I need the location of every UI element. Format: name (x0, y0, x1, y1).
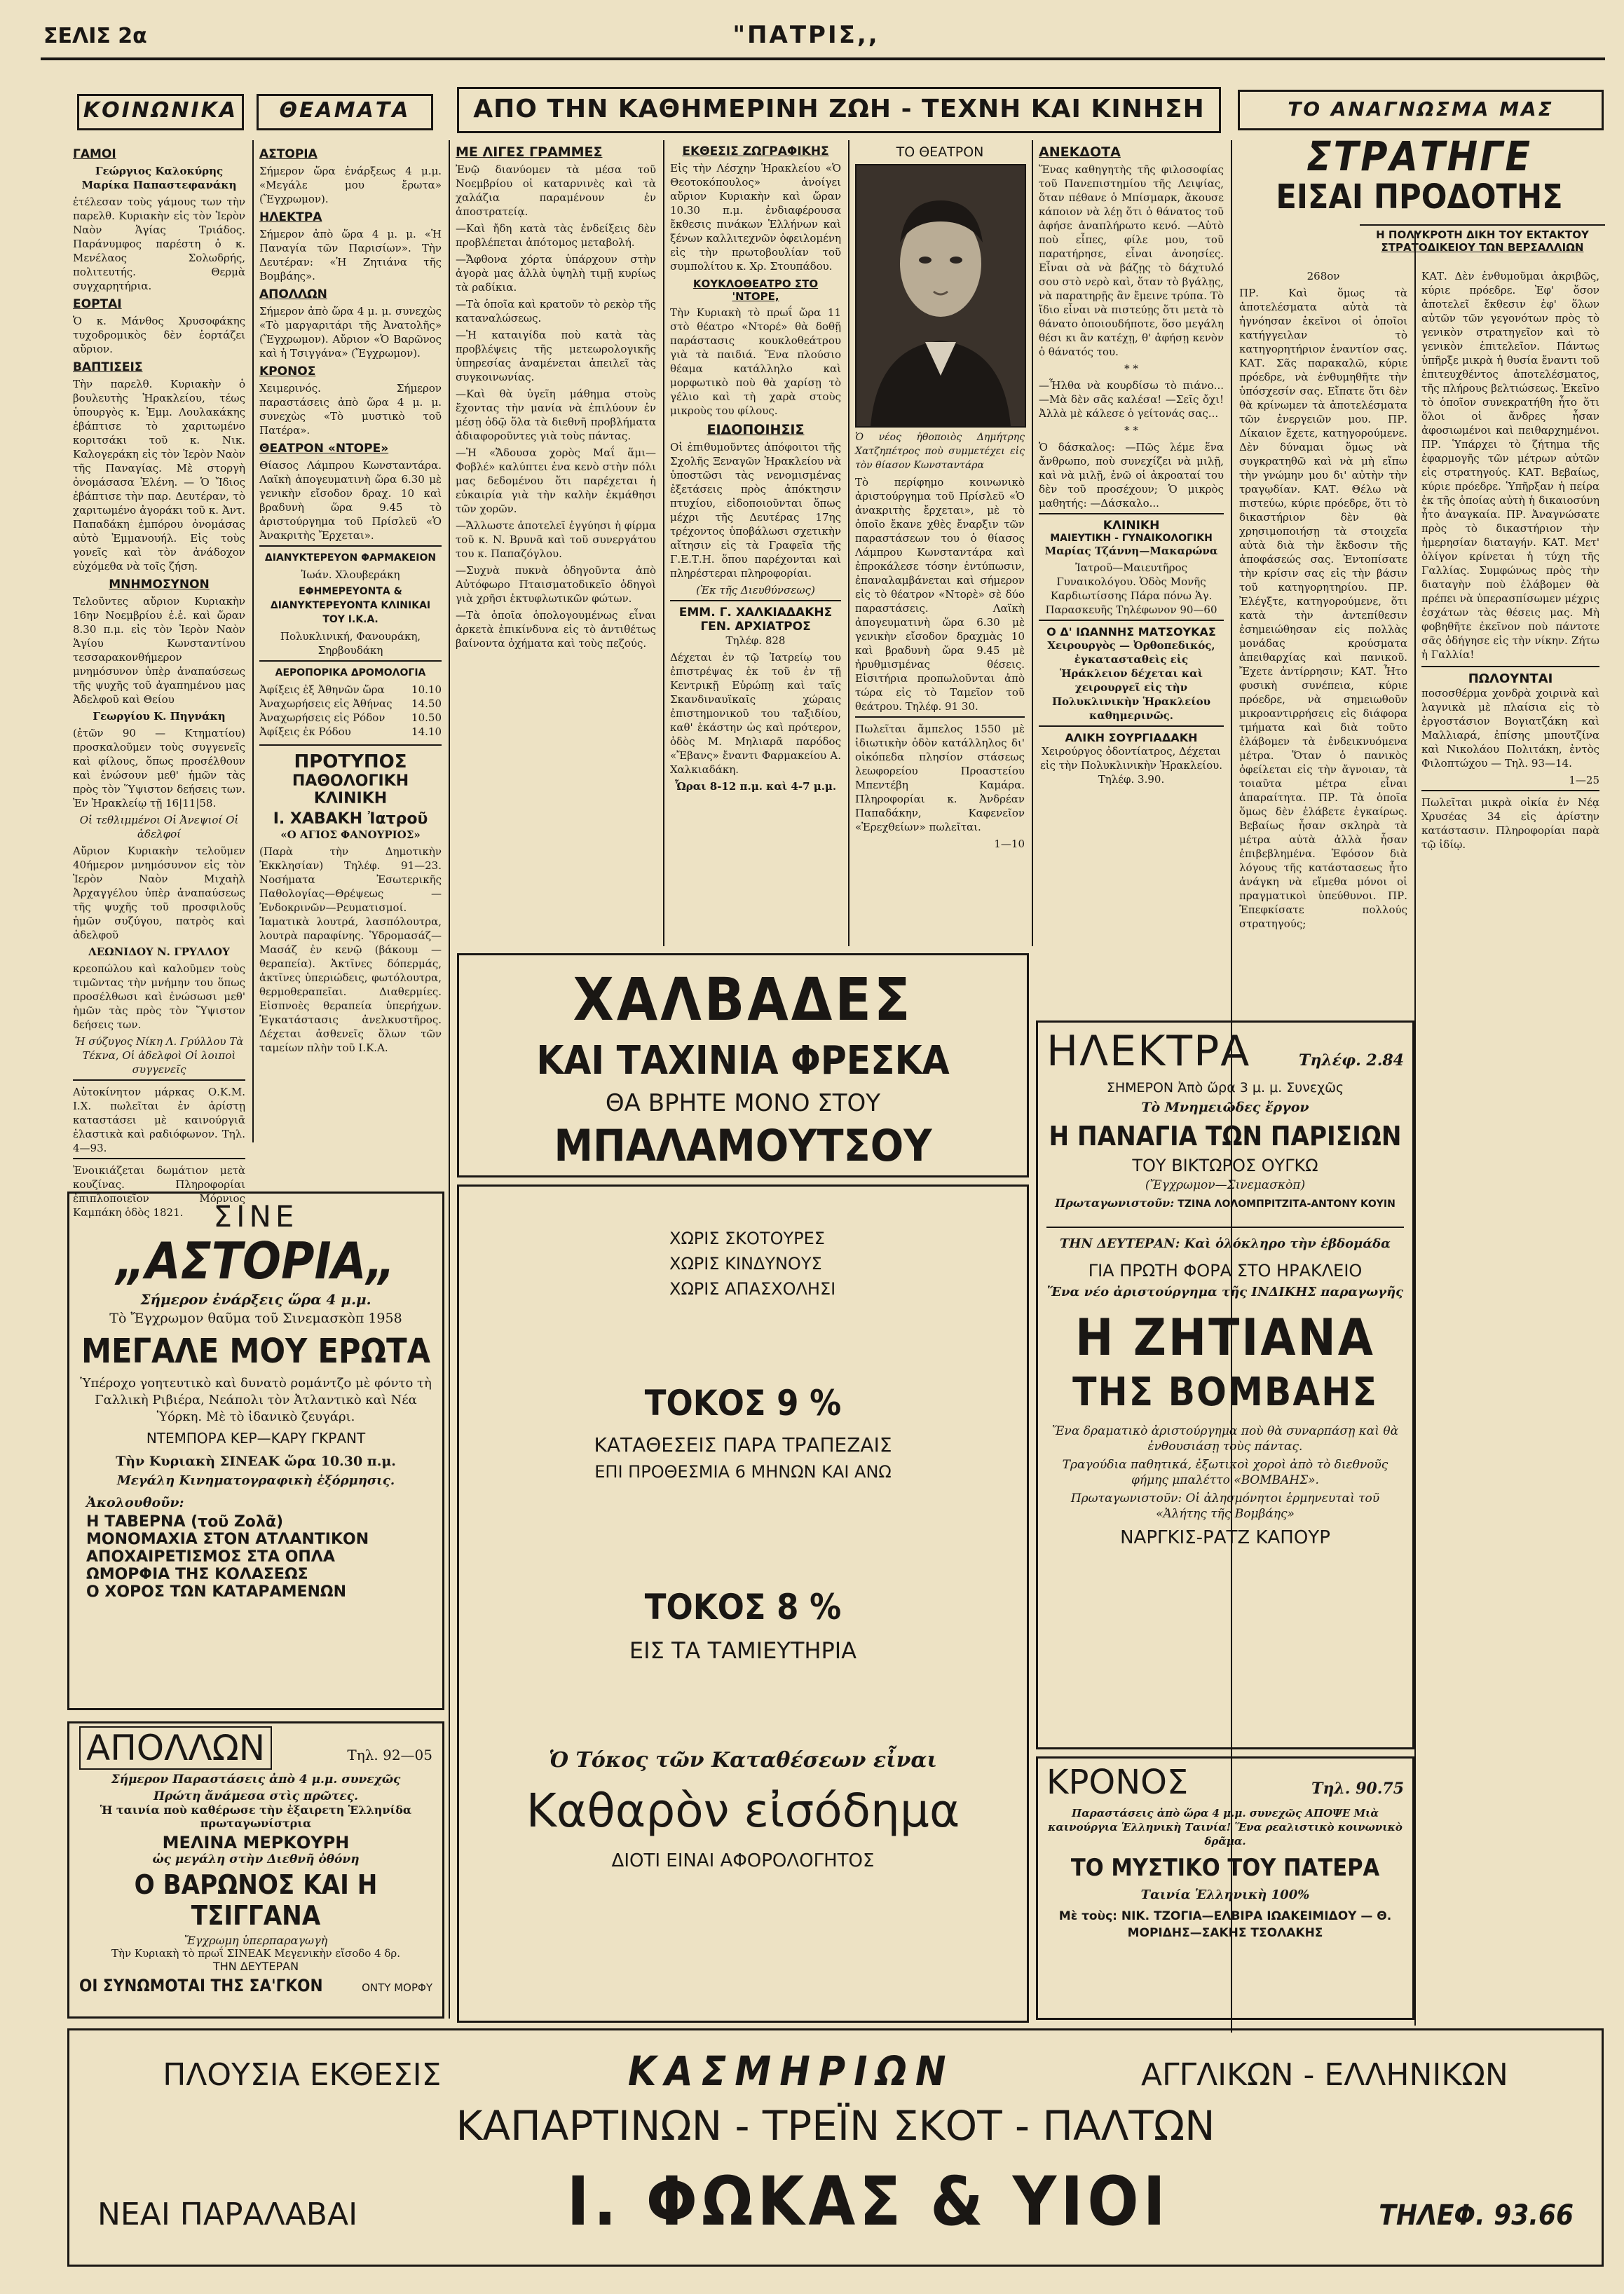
astoria-sineak2: Μεγάλη Κινηματογραφικὴ ἐξόρμησις. (116, 1473, 395, 1488)
apollon-header (79, 1726, 432, 1770)
fokas-new-arrivals: ΝΕΑΙ ΠΑΡΑΛΑΒΑΙ (97, 2197, 358, 2232)
theatre-heading: ΤΟ ΘΕΑΤΡΟΝ (896, 144, 984, 160)
astoria-sineak: Τὴν Κυριακὴ ΣΙΝΕΑΚ ὥρα 10.30 π.μ. (116, 1454, 396, 1469)
brief-item: —Ἄφθονα χόρτα ὑπάρχουν στὴν ἀγορὰ μας ἀλλὰ ὑψηλὴ τιμῇ κυρίως τὰ ραδίκια. (456, 253, 656, 294)
flight-row: Ἀφίξεις ἐξ Ἀθηνῶν ὥρα 10.10 (259, 683, 442, 696)
anecdote-1: Ἕνας καθηγητὴς τῆς φιλοσοφίας τοῦ Πανεπιστημίου τῆς Λειψίας, ὅταν πέθανε ὁ Μπίσμαρκ, ἄκουσε κάποιον νὰ λέῃ ὅτι ὁ θάνατος τοῦ ἀφήσε ἀναπλήρωτο κενό. —Αὐτὸ ποὺ εἶπες, φίλε μου, τοῦ παρατήρησε, εἶναι ἀνοησίες. Εἶναι σὰ νὰ βάζῃς τὸ δάχτυλό σου στὸ νερὸ καὶ, ὅταν τὸ βγάλῃς, νὰ παρατηρῇς ἂν ἔμεινε τρύπα. Τὸ ἴδιο εἶναι νὰ πιστεύῃς ὅτι μετὰ τὸ θάνατο ὁποιουδήποτε, ὅσο μεγάλη θέσι κι ἂν κατέχῃ, θ' ἀφήσῃ κενὸν ὁ θάνατός του. (1039, 163, 1224, 358)
astoria-name: „ΑΣΤΟΡΙΑ„ (116, 1231, 396, 1290)
fokas-brand: Ι. ΦΩΚΑΣ & ΥΙΟΙ (566, 2162, 1170, 2241)
memorial2-text2: κρεοπώλου καὶ καλοῦμεν τοὺς τιμῶντας τὴν μνήμην του ὅπως προσέλθωσι καὶ ἑνώσωσι μεθ' ἡμῶν τὰς πρὸς τὸν Ὕψιστον δεήσεις των. (73, 962, 245, 1031)
ilektra-film: Η ΠΑΝΑΓΙΑ ΤΩΝ ΠΑΡΙΣΙΩΝ (1049, 1121, 1402, 1152)
section-reading: ΤΟ ΑΝΑΓΝΩΣΜΑ ΜΑΣ (1238, 90, 1604, 130)
ilektra-stars2: ΝΑΡΓΚΙΣ-ΡΑΤΖ ΚΑΠΟΥΡ (1120, 1527, 1330, 1548)
exhibition-text: Εἰς τὴν Λέσχην Ἡρακλείου «Ὁ Θεοτοκόπουλος» ἀνοίγει αὔριον Κυριακὴν καὶ ὥραν 10.30 π.μ. ἐνδιαφέρουσα ἔκθεσις πινάκων Ἑλλήνων καὶ ξένων καλλιτεχνῶν ὀφειλομένη εἰς τὴν πρωτοβουλίαν τοῦ συμπολίτου κ. Χρ. Στουπάδου. (670, 162, 841, 273)
house-sale-text: Πωλεῖται μικρὰ οἰκία ἐν Νέᾳ Χρυσέας 34 εἰς ἀρίστην κατάστασιν. Πληροφορίαι παρὰ τῷ ἰδίῳ. (1421, 790, 1599, 852)
ilektra-film2b: ΤΗΣ ΒΟΜΒΑΗΣ (1072, 1370, 1378, 1415)
shows-column (254, 140, 447, 1142)
flights-list (259, 683, 442, 739)
anecdotes-heading: ΑΝΕΚΔΟΤΑ (1039, 144, 1121, 160)
apollon-star: ΜΕΛΙΝΑ ΜΕΡΚΟΥΡΗ (162, 1833, 350, 1852)
astoria-upcoming-4: ΩΜΟΡΦΙΑ ΤΗΣ ΚΟΛΑΣΕΩΣ (86, 1566, 308, 1583)
theatre-text: Τὸ περίφημο κοινωνικὸ ἀριστούργημα τοῦ Πρίσλεϋ «Ὁ ἀνακριτὴς ἔρχεται», μὲ τὸ ὁποῖο ἔκανε χθὲς ἔναρξιν τῶν παραστάσεων του ὁ θίασος Λάμπρου Κωνσταντάρα καὶ ἐπροκάλεσε τόσην ἐντύπωσιν, ἐπαναλαμβάνεται καὶ σήμερον εἰς τὸ θέατρον «Ντορὲ» σὲ δύο παραστάσεις. Λαϊκὴ ἀπογευματινὴ ὥρα 6.30 μὲ γενικὴν εἴσοδον δραχμὰς 10 καὶ βραδυνὴ ὥρα 9.45 μὲ ἠρυθμισμένας θέσεις. Εἰσιτήρια προπωλοῦνται ἀπὸ τώρα εἰς τὸ Ταμεῖον τοῦ θεάτρου. Τηλέφ. 91 30. (855, 476, 1025, 713)
kronos-header (1046, 1763, 1404, 1802)
ika-heading: ΕΦΗΜΕΡΕΥΟΝΤΑ & ΔΙΑΝΥΚΤΕΡΕΥΟΝΤΑ ΚΛΙΝΙΚΑΙ ΤΟΥ Ι.Κ.Α. (270, 586, 431, 625)
apollon-text: Σήμερον ἀπὸ ὥρα 4 μ. μ. συνεχὼς «Τὸ μαργαριτάρι τῆς Ἀνατολῆς» (Ἔγχρωμον). Αὔριον «Ὁ Βαρῶνος καὶ ἡ Τσιγγάνα» (Ἔγχρωμον). (259, 305, 442, 360)
section-social: ΚΟΙΝΩΝΙΚΑ (77, 94, 244, 130)
halvades-line4: ΜΠΑΛΑΜΟΥΤΣΟΥ (554, 1120, 932, 1171)
pharmacy-name: Ἰωάν. Χλουβεράκη (301, 568, 400, 581)
maternity-clinic-text: Ἰατροῦ—Μαιευτῆρος Γυναικολόγου. Ὁδὸς Μονῆς Καρδιωτίσσης Πάρα πόνω Ἁγ. Παρασκευῆς Τηλέφωνον 90—60 (1045, 561, 1217, 616)
ika-text: Πολυκλινική, Φανουράκη, Σηρβουδάκη (280, 630, 421, 657)
ilektra-heading: ΗΛΕΚΤΡΑ (259, 210, 322, 224)
anecdotes-column (1033, 137, 1229, 1013)
notices-text: Οἱ ἐπιθυμοῦντες ἀπόφοιτοι τῆς Σχολῆς Ξεναγῶν Ἡρακλείου νὰ ὑποστῶσι τὰς νενομισμένας ἐξετάσεις πρὸς ἀπόκτησιν πτυχίου, εἰδοποιοῦνται ὅπως μέχρι τῆς Δευτέρας 17ης τρέχοντος ὑποβάλωσι σχετικὴν αἴτησιν εἰς τὰ Γραφεῖα τῆς Γ.Ε.Τ.Η. ὅπου παρέχονται καὶ πληρέστεραι πληροφορίαι. (670, 441, 841, 580)
reading-title-block (1234, 132, 1605, 233)
flight-row: Ἀφίξεις ἐκ Ρόδου 14.10 (259, 725, 442, 738)
apollon-film: Ο ΒΑΡΩΝΟΣ ΚΑΙ Η ΤΣΙΓΓΑΝΑ (134, 1869, 378, 1931)
ad-fokas (67, 2028, 1604, 2267)
bank-rate-8: ΤΟΚΟΣ 8 % (644, 1587, 842, 1627)
apollon-l6: ΤΗΝ ΔΕΥΤΕΡΑΝ (212, 1960, 299, 1973)
weddings-heading: ΓΑΜΟΙ (73, 147, 116, 161)
baptisms-text: Τὴν παρελθ. Κυριακὴν ὁ βουλευτὴς Ἡρακλείου, τέως ὑπουργὸς κ. Ἐμμ. Λουλακάκης ἐβάπτισε τὸ χαριτωμένο κοριτσάκι τοῦ κ. Νικ. Καλογεράκη εἰς τὸν Ἱερὸν Ναὸν τῆς Παναγίας. Μὲ στοργὴ ὀνομάσασα Ἑλένη. — Ὁ Ἴδιος ἐβάπτισε τὴν παρ. Δευτέραν, τὸ χαριτωμένο ἀγοράκι τοῦ κ. Ἀντ. Παπαδάκη ἐμπόρου ὀνομάσας αὐτὸ Ἐμμανουήλ. Εἰς τοὺς γονεῖς καὶ τὸν ἀνάδοχον εὐχόμεθα νὰ τοῖς ζήση. (73, 378, 245, 573)
notices-heading: ΕΙΔΟΠΟΙΗΣΙΣ (707, 422, 805, 437)
astoria-today: Σήμερον ἐνάρξεις ὥρα 4 μ.μ. (140, 1291, 371, 1308)
apollon-next-row (79, 1976, 432, 1995)
fokas-cashmere: ΚΑΣΜΗΡΙΩΝ (627, 2047, 955, 2095)
reading-title-2: ΕΙΣΑΙ ΠΡΟΔΟΤΗΣ (1276, 177, 1563, 217)
memorial1-text2: (ἐτῶν 90 — Κτηματίου) προσκαλοῦμεν τοὺς συγγενεῖς καὶ φίλους, ὅπως προσέλθουν καὶ ἑνώσουν μεθ' ἡμῶν τὰς πρὸς τὸν Ὕψιστον δεήσεις των. Ἐν Ἡρακλείῳ τῇ 16|11|58. (73, 727, 245, 810)
astoria-film: ΜΕΓΑΛΕ ΜΟΥ ΕΡΩΤΑ (81, 1332, 431, 1371)
ilektra-l4: Ἕνα δραματικὸ ἀριστούργημα ποὺ θὰ συναρπάσῃ καὶ θὰ ἐνθουσιάσῃ τοὺς πάντας. (1051, 1424, 1399, 1454)
bank-tagline-1: ΧΩΡΙΣ ΣΚΟΤΟΥΡΕΣ (669, 1229, 825, 1248)
for-sale-tel: 1—25 (1569, 774, 1599, 786)
apollon-heading: ΑΠΟΛΛΩΝ (259, 287, 327, 301)
baptisms-heading: ΒΑΠΤΙΣΕΙΣ (73, 360, 143, 374)
surgeon-text: Χειρουργὸς — Ὀρθοπεδικός, ἐγκατασταθεὶς εἰς Ἡράκλειον δέχεται καὶ χειρουργεῖ εἰς τὴν Πολυκλινικὴν Ἡρακλείου καθημερινῶς. (1047, 639, 1215, 722)
kronos-film: ΤΟ ΜΥΣΤΙΚΟ ΤΟΥ ΠΑΤΕΡΑ (1070, 1854, 1380, 1882)
wedding-text: ἐτέλεσαν τοὺς γάμους των τὴν παρελθ. Κυριακὴν εἰς τὸν Ἱερὸν Ναὸν Ἁγίας Τριάδος. Παράνυμφος παρέστη ὁ κ. Μενέλαος Σολωδρής, πολιτευτής. Θερμὰ συγχαρητήρια. (73, 196, 245, 292)
puppet-heading: ΚΟΥΚΛΟΘΕΑΤΡΟ ΣΤΟ 'ΝΤΟΡΕ, (692, 278, 819, 303)
kronos-text: Χειμερινός. Σήμερον παραστάσεις ἀπὸ ὥρα 4 μ. μ. συνεχὼς «Τὸ μυστικὸ τοῦ Πατέρα». (259, 382, 442, 437)
apollon-next-star: ΟΝΤΥ ΜΟΡΦΥ (362, 1981, 432, 1994)
fokas-line-2: ΚΑΠΑΡΤΙΝΩΝ - ΤΡΕΪΝ ΣΚΟΤ - ΠΑΛΤΩΝ (456, 2102, 1215, 2150)
apollon-today: Σήμερον Παραστάσεις ἀπὸ 4 μ.μ. συνεχῶς (111, 1773, 401, 1787)
reading-column-2 (1416, 266, 1605, 1703)
memorial2-text: Αὔριον Κυριακὴν τελοῦμεν 40ήμερον μνημόσυνον εἰς τὸν Ἱερὸν Ναὸν Μιχαὴλ Ἀρχαγγέλου ὑπὲρ ἀναπαύσεως τῆς ψυχῆς τοῦ προσφιλοῦς ἡμῶν συζύγου, πατρὸς καὶ ἀδελφοῦ (73, 845, 245, 941)
fokas-exhibit: ΠΛΟΥΣΙΑ ΕΚΘΕΣΙΣ (163, 2057, 442, 2093)
ilektra-film2a: Η ΖΗΤΙΑΝΑ (1075, 1308, 1375, 1367)
memorial2-sign: Ἡ σύζυγος Νίκη Λ. Γρύλλου Τὰ Τέκνα, Οἱ ἀδελφοὶ Οἱ λοιποὶ συγγενεῖς (74, 1035, 244, 1076)
bank-tagline-3: ΧΩΡΙΣ ΑΠΑΣΧΟΛΗΣΙ (669, 1279, 836, 1299)
flights-heading: ΑΕΡΟΠΟΡΙΚΑ ΔΡΟΜΟΛΟΓΙΑ (259, 660, 442, 680)
apollon-name: ΑΠΟΛΛΩΝ (79, 1726, 272, 1770)
ilektra-l5: Τραγούδια παθητικά, ἐξωτικοὶ χοροὶ ἀπὸ τὸ διεθνοῦς φήμης μπαλέττο «ΒΟΜΒΑΗΣ». (1062, 1458, 1388, 1487)
brief-item: —Καὶ ἤδη κατὰ τὰς ἐνδείξεις δὲν προβλέπεται ἀπότομος μεταβολή. (456, 222, 656, 249)
bank-tax-free: ΔΙΟΤΙ ΕΙΝΑΙ ΑΦΟΡΟΛΟΓΗΤΟΣ (611, 1850, 875, 1871)
memorials-heading: ΜΝΗΜΟΣΥΝΟΝ (109, 578, 210, 592)
apollon-l3: ὡς μεγάλη στὴν Διεθνῆ ὀθόνη (152, 1852, 360, 1866)
events-column (664, 137, 847, 943)
memorial1-sign: Οἱ τεθλιμμένοι Οἱ Ἀνεψιοί Οἱ ἀδελφοί (79, 814, 239, 840)
ilektra-stars: ΤΖΙΝΑ ΛΟΛΟΜΠΡΙΤΖΙΤΑ-ΑΝΤΟΝΥ ΚΟΥΙΝ (1178, 1199, 1396, 1210)
apollon-next: ΟΙ ΣΥΝΩΜΟΤΑΙ ΤΗΣ ΣΑ'ΓΚΟΝ (79, 1976, 323, 1995)
apollon-l5: Τὴν Κυριακὴ τὸ πρωΐ ΣΙΝΕΑΚ Μεγενικὴν εἴσοδο 4 δρ. (111, 1947, 401, 1960)
actor-caption: Ὁ νέος ἠθοποιὸς Δημήτρης Χατζηπέτρος ποὺ συμμετέχει εἰς τὸν θίασον Κωνσταντάρα (855, 432, 1025, 471)
anecdote-3: Ὁ δάσκαλος: —Πῶς λέμε ἕνα ἄνθρωπο, ποὺ συνεχίζει νὰ μιλῇ, καὶ νὰ μιλῇ, ἐνῶ οἱ ἀκροαταί του δὲν τοῦ προσέχουν; Ὁ μικρὸς μαθητής: —Δάσκαλο... (1039, 441, 1224, 510)
ilektra-l3: Ἕνα νέο ἀριστούργημα τῆς ΙΝΔΙΚΗΣ παραγωγῆς (1046, 1285, 1404, 1299)
social-column (67, 140, 251, 1219)
bank-rate-9-sub2: ΕΠΙ ΠΡΟΘΕΣΜΙΑ 6 ΜΗΝΩΝ ΚΑΙ ΑΝΩ (594, 1462, 892, 1482)
anecdote-separator: * * (1124, 424, 1138, 437)
apollon-l2: Ἡ ταινία ποὺ καθέρωσε τὴν ἐξαιρετη Ἑλληνίδα πρωταγωνίστρια (100, 1803, 412, 1830)
kronos-heading: ΚΡΟΝΟΣ (259, 364, 316, 378)
bank-rate-9-sub: ΚΑΤΑΘΕΣΕΙΣ ΠΑΡΑ ΤΡΑΠΕΖΑΙΣ (594, 1433, 892, 1456)
memorial2-name: ΛΕΩΝΙΔΟΥ Ν. ΓΡΥΛΛΟΥ (88, 945, 230, 958)
bank-tagline-2: ΧΩΡΙΣ ΚΙΝΔΥΝΟΥΣ (669, 1254, 822, 1274)
namedays-text: Ὁ κ. Μάνθος Χρυσοφάκης τυχοδρομικὸς δὲν ἑορτάζει αὔριον. (73, 315, 245, 355)
fokas-origin: ΑΓΓΛΙΚΩΝ - ΕΛΛΗΝΙΚΩΝ (1140, 2057, 1508, 2093)
vineyard-sale: Πωλεῖται ἄμπελος 1550 μὲ ἰδιωτικὴν ὁδὸν κατάλληλος δι' οἰκόπεδα πλησίον στάσεως λεωφορείου Προαστείου Μπεντέβη Καμάρα. Πληροφορίαι κ. Ἀνδρέαν Παπαδάκην, Καφενεῖον «Ἑρεχθείων» πωλεῖται. (855, 716, 1025, 834)
briefs-heading: ΜΕ ΛΙΓΕΣ ΓΡΑΜΜΕΣ (456, 144, 603, 160)
ad-cinema-apollon (67, 1721, 444, 2019)
ilektra-l1: Τὸ Μνημειῶδες ἔργον (1141, 1100, 1309, 1115)
apollon-l1: Πρώτη ἄνάμεσα στὶς πρῶτες. (153, 1789, 358, 1803)
fokas-tel: ΤΗΛΕΦ. 93.66 (1379, 2199, 1574, 2232)
fokas-line-1 (69, 2047, 1602, 2095)
ilektra-first: ΓΙΑ ΠΡΩΤΗ ΦΟΡΑ ΣΤΟ ΗΡΑΚΛΕΙΟ (1088, 1261, 1363, 1281)
maternity-clinic-sub: ΜΑΙΕΥΤΙΚΗ - ΓΥΝΑΙΚΟΛΟΓΙΚΗ (1050, 533, 1213, 544)
apollon-l4: Ἔγχρωμη ὑπερπαραγωγὴ (184, 1934, 328, 1947)
exhibition-heading: ΕΚΘΕΣΙΣ ΖΩΓΡΑΦΙΚΗΣ (682, 144, 829, 158)
bank-interest-line: Ὁ Τόκος τῶν Καταθέσεων εἶναι (548, 1748, 938, 1773)
clinic-heading-1: ΠΡΟΤΥΠΟΣ (259, 744, 442, 772)
ad-cinema-astoria (67, 1192, 444, 1710)
apollon-tel: Τηλ. 92—05 (347, 1747, 432, 1763)
ntore-text: Θίασος Λάμπρου Κωνσταντάρα. Λαϊκὴ ἀπογευματινὴ ὥρα 6.30 μὲ γενικὴν εἴσοδον δραχ. 10 καὶ βραδυνὴ ὥρα 9.45 τὸ ἀριστούργημα τοῦ Πρίσλεϋ «Ὁ Ἀνακριτὴς Ἔρχεται». (259, 459, 442, 542)
clinic-text: (Παρὰ τὴν Δημοτικὴν Ἐκκλησίαν) Τηλέφ. 91—23. Νοσήματα Ἐσωτερικῆς Παθολογίας—Θρέψεως — Ἐνδοκρινῶν—Ρευματισμοί. Ἰαματικὰ λουτρά, λασπόλουτρα, λουτρὰ παραφίνης. Ὑδρομασάζ—Μασάζ ἐν κενῷ (βάκουμ — θεραπεία). Ἀκτῖνες δόπερμάς, ἀκτῖνες ὑπεριώδεις, φωτόλουτρα, θερμοθεραπεῖαι. Διαθερμίες. Εἰσπνοὲς θεραπεία ὑπερήχων. Ἐγκατάστασις ἀνελκυστῆρος. Δέχεται ἀσθενεῖς ὅλων τῶν ταμείων πλὴν τοῦ Ι.Κ.Α. (259, 845, 442, 1054)
reading-subtitle-2: ΣΤΡΑΤΟΔΙΚΕΙΟΥ ΤΩΝ ΒΕΡΣΑΛΛΙΩΝ (1381, 241, 1584, 254)
ilektra-name: ΗΛΕΚΤΡΑ (1046, 1027, 1251, 1076)
astoria-next: Ἀκολουθοῦν: (86, 1495, 184, 1510)
astoria-heading: ΑΣΤΟΡΙΑ (259, 147, 318, 161)
astoria-desc: Ὑπέροχο γοητευτικὸ καὶ δυνατὸ ρομάντζο μὲ φόντο τὴ Γαλλικὴ Ριβιέρα, Νεάπολι τὸν Ἀτλαντικὸ καὶ Νέα Ὑόρκη. Μὲ τὸ ἰδανικὸ ζευγάρι. (80, 1376, 432, 1424)
reading-text-2: ΚΑΤ. Δὲν ἐνθυμοῦμαι ἀκριβῶς, κύριε πρόεδρε. Ἐφ' ὅσον ἀποτελεῖ ἔκθεσιν ἐφ' ὅλων αὐτῶν τῶν γεγονότων πρὸς τὸ γενικὸν στρατηγεῖον καὶ τὸ γενικὸν ἐπιτελεῖον. Πάντως ὑπῆρξε μικρὰ ἡ θυσία ἔναντι τοῦ ἐπιτευχθέντος ἀποτελέσματος, τῆς πλήρους βελτιώσεως. Ἐκεῖνο τὸ ὁποῖον συνεκρατήθη ἦτο ὅτι ὅλοι οἱ ἄνδρες ἦσαν ἀφοσιωμένοι καὶ πειθαρχημένοι. ΠΡ. Ὑπάρχει τὸ ζήτημα τῆς ἐφαρμογῆς τῶν μέτρων αὐτῶν εἰς στρατηγούς. ΚΑΤ. Βεβαίως, κύριε πρόεδρε. Ὑπῆρξαν ἡ πείρα ἐκ τῆς ὁποίας αὐτὴ ἡ δικαιοσύνη ἦτο ἀναγκαία. ΠΡ. Ἀναγνώσατε πρὸς τὸ δικαστήριον τὴν ἡμερησίαν διαταγήν. ΚΑΤ. Μετ' ὀλίγον κρίνεται ἡ τύχη τῆς Γαλλίας. Συμφώνως πρὸς τὴν διαταγὴν ποὺ ἐλάβομεν θὰ πρέπει νὰ ὑπερασπίσωμεν μέχρις ἐσχάτων τὰς θέσεις μας. Μὴ φοβηθῆτε ἐκεῖνον ποὺ πάντοτε σᾶς ὁδήγησε εἰς τὴν νίκην. Ζήτω ἡ Γαλλία! (1421, 270, 1600, 661)
memorial1-name: Γεωργίου Κ. Πηγνάκη (93, 710, 226, 723)
doctor-text: Δέχεται ἐν τῷ Ἰατρείῳ του ἐπιστρέψας ἐκ τοῦ ἐν τῇ Κεντρικῇ Εὐρώπῃ καὶ ταῖς Σκανδιναυϊκαῖς χώραις ἐπιστημονικοῦ του ταξιδίου, καθ' ἑκάστην ὡς καὶ πρότερον, ὁδὸς Μ. Μηλιαρᾶ παρόδος «Ἔβανς» ἔναντι Φαρμακείου Α. Χαλκιαδάκη. (670, 651, 841, 776)
for-sale-text: ποσοσθέρμα χονδρὰ χοιρινὰ καὶ λαγνικὰ μὲ πλαίσια εἰς τὸ ἐργοστάσιον Βογιατζάκη καὶ Μαλλιαρά, ἐπίσης μπουτζίνα καὶ Νικολάου Πολιτάκη, ἐντὸς Φιλοπτώχου — Τηλ. 93—14. (1421, 687, 1599, 770)
ad-cinema-kronos (1036, 1756, 1414, 2020)
ilektra-author: ΤΟΥ ΒΙΚΤΩΡΟΣ ΟΥΓΚΩ (1132, 1156, 1318, 1175)
notices-sign: (Ἐκ τῆς Διευθύνσεως) (696, 584, 815, 596)
puppet-text: Τὴν Κυριακὴ τὸ πρωΐ ὥρα 11 στὸ θέατρο «Ντορέ» θὰ δοθῇ παράστασις κουκλοθεάτρου γιὰ τὰ παιδιά. Ἕνα πλούσιο θέαμα κατάλληλο καὶ μορφωτικὸ ποὺ θὰ χαρίσῃ τὸ γέλιο καὶ τὴ χαρὰ στοὺς μικροὺς του φίλους. (670, 306, 841, 417)
ilektra-l2: (Ἔγχρωμον—Σινεμασκὸπ) (1145, 1178, 1306, 1192)
vineyard-sale-tel: 1—10 (994, 838, 1025, 850)
ilektra-monday: ΤΗΝ ΔΕΥΤΕΡΑΝ: Καὶ ὁλόκληρο τὴν ἑβδομάδα (1046, 1227, 1404, 1251)
bank-net-income: Καθαρὸν εἰσόδημα (526, 1784, 960, 1838)
pharmacy-heading: ΔΙΑΝΥΚΤΕΡΕΥΟΝ ΦΑΡΜΑΚΕΙΟΝ (259, 545, 442, 565)
ad-halvades (457, 953, 1029, 1177)
flight-row: Ἀναχωρήσεις εἰς Ἀθήνας 14.50 (259, 697, 442, 710)
classified-room: Ἐνοικιάζεται δωμάτιον μετὰ κουζίνας. Πληροφορίαι ἐπιπλοποιεῖον Μόρνιος Καμπάκη ὁδὸς 1821. (73, 1158, 245, 1220)
ntore-heading: ΘΕΑΤΡΟΝ «ΝΤΟΡΕ» (259, 442, 389, 456)
astoria-intro: Τὸ Ἔγχρωμον θαῦμα τοῦ Σινεμασκὸπ 1958 (109, 1311, 402, 1326)
ilektra-text: Σήμερον ἀπὸ ὥρα 4 μ. μ. «Ἡ Παναγία τῶν Παρισίων». Τὴν Δευτέραν: «Ἡ Ζητιάνα τῆς Βομβάης». (259, 228, 442, 282)
doctor-hours: Ὧραι 8-12 π.μ. καὶ 4-7 μ.μ. (674, 780, 837, 793)
brief-item: —Τὰ ὁποῖα ὁπολογουμένως εἶναι ἀρκετὰ ἐπικίνδυνα εἰς τὸ ἀντιθέτως βαίνοντα ὀχήματα καὶ τοὺς πεζούς. (456, 609, 656, 650)
ilektra-today: ΣΗΜΕΡΟΝ Ἀπὸ ὥρα 3 μ. μ. Συνεχῶς (1106, 1080, 1344, 1095)
doctor-name: ΕΜΜ. Γ. ΧΑΛΚΙΑΔΑΚΗΣ (670, 600, 841, 620)
classified-car: Αὐτοκίνητον μάρκας Ο.Κ.Μ. Ι.Χ. πωλεῖται ἐν ἀρίστῃ καταστάσει μὲ καινούργιᾱ ἐλαστικὰ καὶ ραδιόφωνον. Τηλ. 4—93. (73, 1079, 245, 1155)
for-sale-heading: ΠΩΛΟΥΝΤΑΙ (1421, 666, 1599, 686)
ilektra-stars-label: Πρωταγωνιστοῦν: (1055, 1196, 1175, 1210)
theatre-column (849, 137, 1030, 943)
clinic-heading-2: ΠΑΘΟΛΟΓΙΚΗ ΚΛΙΝΙΚΗ (292, 772, 409, 807)
surgeon-heading: Ο Δ' ΙΩΑΝΝΗΣ ΜΑΤΣΟΥΚΑΣ (1039, 620, 1224, 639)
anecdote-separator: * * (1124, 362, 1138, 375)
doctor-tel: Τηλέφ. 828 (725, 634, 786, 647)
anecdote-2: —Ἦλθα νὰ κουρδίσω τὸ πιάνο... —Μὰ δὲν σᾶς καλέσα! —Σεῖς ὄχι! Ἀλλὰ μὲ κάλεσε ὁ γείτονάς σας... (1039, 379, 1224, 420)
wedding-names: Γεώργιος Καλοκύρης Μαρίκα Παπαστεφανάκη (81, 165, 237, 191)
fokas-line-3 (97, 2162, 1574, 2241)
ilektra-tel: Τηλέφ. 2.84 (1299, 1051, 1404, 1070)
maternity-clinic-name: Μαρίας Τζάννη—Μακαρώνα (1044, 545, 1218, 557)
kronos-today: Παραστάσεις ἀπὸ ὥρα 4 μ.μ. συνεχῶς ΑΠΟΨΕ Μιὰ καινούργια Ἑλληνικὴ Ταινία! Ἕνα ρεαλιστικὸ κοινωνικὸ δρᾶμα. (1048, 1807, 1403, 1848)
page-number: ΣΕΛΙΣ 2α (43, 24, 147, 48)
dentist-text: Χειρούργος ὀδοντίατρος, Δέχεται εἰς τὴν Πολυκλινικὴν Ἡρακλείου. Τηλέφ. 3.90. (1039, 745, 1223, 786)
doctor-title: ΓΕΝ. ΑΡΧΙΑΤΡΟΣ (700, 620, 811, 634)
reading-subtitle: Η ΠΟΛΥΚΡΟΤΗ ΔΙΚΗ ΤΟΥ ΕΚΤΑΚΤΟΥ (1360, 224, 1605, 241)
namedays-heading: ΕΟΡΤΑΙ (73, 297, 122, 311)
maternity-clinic-heading: ΚΛΙΝΙΚΗ (1039, 513, 1224, 533)
astoria-upcoming-1: Η ΤΑΒΕΡΝΑ (τοῦ Ζολᾶ) (86, 1513, 284, 1531)
halvades-line1: ΧΑΛΒΑΔΕΣ (573, 965, 913, 1034)
actor-photo (855, 164, 1026, 428)
newspaper-name: "ΠΑΤΡΙΣ,, (732, 21, 880, 49)
reading-episode: 268ον (1306, 270, 1340, 282)
clinic-sub: «Ο ΑΓΙΟΣ ΦΑΝΟΥΡΙΟΣ» (280, 828, 421, 841)
kronos-l1: Ταινία Ἑλληνικὴ 100% (1140, 1887, 1310, 1902)
reading-subtitle-block (1360, 224, 1605, 262)
brief-item: —Ἡ καταιγίδα ποὺ κατὰ τὰς προβλέψεις τῆς μετεωρολογικῆς ὑπηρεσίας ἀναμένεται ἀπειλεῖ τὰς συγκοινωνίας. (456, 329, 656, 383)
kronos-tel: Τηλ. 90.75 (1311, 1780, 1404, 1798)
bank-rate-9: ΤΟΚΟΣ 9 % (644, 1383, 842, 1423)
clinic-name: Ι. ΧΑΒΑΚΗ Ἰατροῦ (273, 810, 428, 828)
brief-item: —Τὰ ὁποῖα καὶ κρατοῦν τὸ ρεκὸρ τῆς καταναλώσεως. (456, 298, 656, 325)
kronos-name: ΚΡΟΝΟΣ (1046, 1763, 1189, 1802)
ilektra-l6: Πρωταγωνιστοῦν: Οἱ ἀλησμόνητοι ἑρμηνευταὶ τοῦ «Ἀλήτης τῆς Βομβάης» (1070, 1491, 1380, 1521)
brief-item: Ἐνῷ διανύομεν τὰ μέσα τοῦ Νοεμβρίου οἱ καταρνινὲς καὶ τὰ χαλάζια παραμένουν ἐν ἀποστρατείᾳ. (456, 163, 656, 218)
brief-item: —Συχνὰ πυκνὰ ὁδηγοῦντα ἀπὸ Αὐτόφωρο Πταισματοδικεῖο ὁδηγοὶ γιὰ χρῆσι ἐκτυφλωτικῶν φώτων. (456, 564, 656, 605)
astoria-upcoming-5: Ο ΧΟΡΟΣ ΤΩΝ ΚΑΤΑΡΑΜΕΝΩΝ (86, 1583, 347, 1601)
brief-item: —Ἄλλωστε ἀποτελεῖ ἐγγύησι ἡ φίρμα τοῦ κ. Ν. Βρυνᾶ καὶ τοῦ συνεργάτου του κ. Παπαζόγλου. (456, 519, 656, 560)
section-daily: ΑΠΟ ΤΗΝ ΚΑΘΗΜΕΡΙΝΗ ΖΩΗ - ΤΕΧΝΗ ΚΑΙ ΚΙΝΗΣΗ (457, 87, 1221, 133)
astoria-text: Σήμερον ὥρα ἐνάρξεως 4 μ.μ. «Μεγάλε μου ἔρωτα» (Ἔγχρωμον). (259, 165, 442, 205)
flight-row: Ἀναχωρήσεις εἰς Ρόδον 10.50 (259, 711, 442, 724)
reading-text-1: ΠΡ. Καὶ ὅμως τὰ ἀποτελέσματα αὐτὰ τὰ ἠγνόησαν ἐκεῖνοι οἱ ὁποῖοι κατήγγειλαν τὸ κατηγορητήριον ἐναντίον σας. ΚΑΤ. Σᾶς παρακαλῶ, κύριε πρόεδρε, νὰ ἐνθυμηθῆτε τὴν ὑπόσχεσίν σας. Εἴπατε ὅτι δὲν θὰ κρίνωμεν τὰ ἀποτελέσματα τῶν ἐνεργειῶν μου. ΠΡ. Δίκαιον ἔχετε, κατηγορούμενε. Δὲν δύναμαι ὅμως νὰ συγκρατηθῶ καὶ νὰ μὴ εἴπω τὴν γνώμην μου δι' αὐτὴν τὴν τραγῳδίαν. ΚΑΤ. Θέλω νὰ πιστεύω, κύριε πρόεδρε, ὅτι τὸ δικαστήριον δὲν θὰ χρησιμοποιήσῃ τὰ στοιχεῖα αὐτὰ διὰ τὴν ἔκδοσιν τῆς ἀποφάσεώς σας. Ἐντοπίσατε τὴν κρίσιν σας εἰς τὴν βάσιν τοῦ κατηγορητηρίου. ΠΡ. Ἐλέγξτε, κατηγορούμενε, ὅτι κατὰ τὴν ἀντεπίθεσιν ἐσημειώθησαν εἰς πολλὰς μονάδας κρούσματα ἀπειθαρχίας καὶ πανικοῦ. Ἔχετε ἀντίρρησιν; ΚΑΤ. Ἦτο φυσικὴ συνέπεια, κύριε πρόεδρε, νὰ σημειωθοῦν μικροαντιρρήσεις εἰς διάφορα τμήματα καὶ διὰ τοῦτο ἐλάβομεν τὰ ἐνδεικνυόμενα μέτρα. Ὅταν ὁ πανικὸς ὀφείλεται εἰς τὴν ἄγνοιαν, τὰ τοιαῦτα μέτρα εἶναι ἀπαραίτητα. ΠΡ. Τὰ ὁποῖα ὅμως δὲν ἐλάβετε ἐγκαίρως. Βεβαίως ἦσαν σκληρὰ τὰ μέτρα αὐτὰ ἀλλὰ ἦσαν ἐπιβεβλημένα. Ἐφόσον διὰ λόγους τῆς κατάστασεως ἦτο ἀνάγκη νὰ εἴμεθα μόνοι οἱ πραγματικοὶ ὑπεύθυνοι. ΠΡ. Ἐπεφκίσατε πολλούς στρατηγούς; (1239, 287, 1407, 930)
reading-column-1 (1234, 266, 1413, 1283)
halvades-line2: ΚΑΙ ΤΑΧΙΝΙΑ ΦΡΕΣΚΑ (536, 1038, 950, 1084)
brief-item: —Ἡ «Ἄδουσα χορὸς Μαΐ ἅμι—Φοβλέ» καλύπτει ἐνα κενὸ στὴν πόλι μας δεδομένου ὅτι παρέχεται ἡ εὐκαιρία γιὰ τὴν καλὴν ἐκμάθησι τῶν χορῶν. (456, 446, 656, 515)
actor-portrait-icon (857, 165, 1025, 426)
halvades-line3: ΘΑ ΒΡΗΤΕ ΜΟΝΟ ΣΤΟΥ (605, 1089, 881, 1117)
dentist-heading: ΑΛΙΚΗ ΣΟΥΡΓΙΑΔΑΚΗ (1039, 725, 1224, 744)
memorial1-text: Τελοῦντες αὔριον Κυριακὴν 16ην Νοεμβρίου ἐ.ἑ. καὶ ὥραν 8.30 π.μ. εἰς τὸν Ἱερὸν Ναὸν Ἁγίου Κωνσταντίνου τεσσαρακονθήμερον μνημόσυνον ὑπὲρ ἀναπαύσεως τῆς ψυχῆς τοῦ ἀγαπημένου μας Ἀδελφοῦ καὶ Θείου (73, 595, 245, 706)
briefs-column (450, 137, 662, 943)
astoria-upcoming-3: ΑΠΟΧΑΙΡΕΤΙΣΜΟΣ ΣΤΑ ΟΠΛΑ (86, 1548, 335, 1566)
reading-title-1: ΣΤΡΑΤΗΓΕ (1306, 132, 1533, 180)
astoria-upcoming-2: ΜΟΝΟΜΑΧΙΑ ΣΤΟΝ ΑΤΛΑΝΤΙΚΟΝ (86, 1531, 369, 1548)
bank-rate-8-sub: ΕΙΣ ΤΑ ΤΑΜΙΕΥΤΗΡΙΑ (629, 1637, 857, 1664)
brief-item: —Καὶ θὰ ὑγεῖη μάθημα στοὺς ἔχοντας τὴν μανία νὰ ἐπιλύουν ἐν μέσῃ ὁδῷ ὅλα τὰ διεθνῆ προβλήματα ἀδιαφοροῦντες γιὰ τοὺς πάντας. (456, 388, 656, 442)
kronos-stars: Μὲ τοὺς: ΝΙΚ. ΤΖΟΓΙΑ—ΕΛΒΙΡΑ ΙΩΑΚΕΙΜΙΔΟΥ — Θ. ΜΟΡΙΔΗΣ—ΣΑΚΗΣ ΤΣΟΛΑΚΗΣ (1058, 1909, 1392, 1940)
masthead-rule (41, 57, 1605, 60)
astoria-cine: ΣΙΝΕ (213, 1199, 299, 1234)
ad-bank-interest (457, 1184, 1029, 2023)
section-shows: ΘΕΑΜΑΤΑ (257, 94, 433, 130)
astoria-stars: ΝΤΕΜΠΟΡΑ ΚΕΡ—ΚΑΡΥ ΓΚΡΑΝΤ (146, 1430, 366, 1447)
